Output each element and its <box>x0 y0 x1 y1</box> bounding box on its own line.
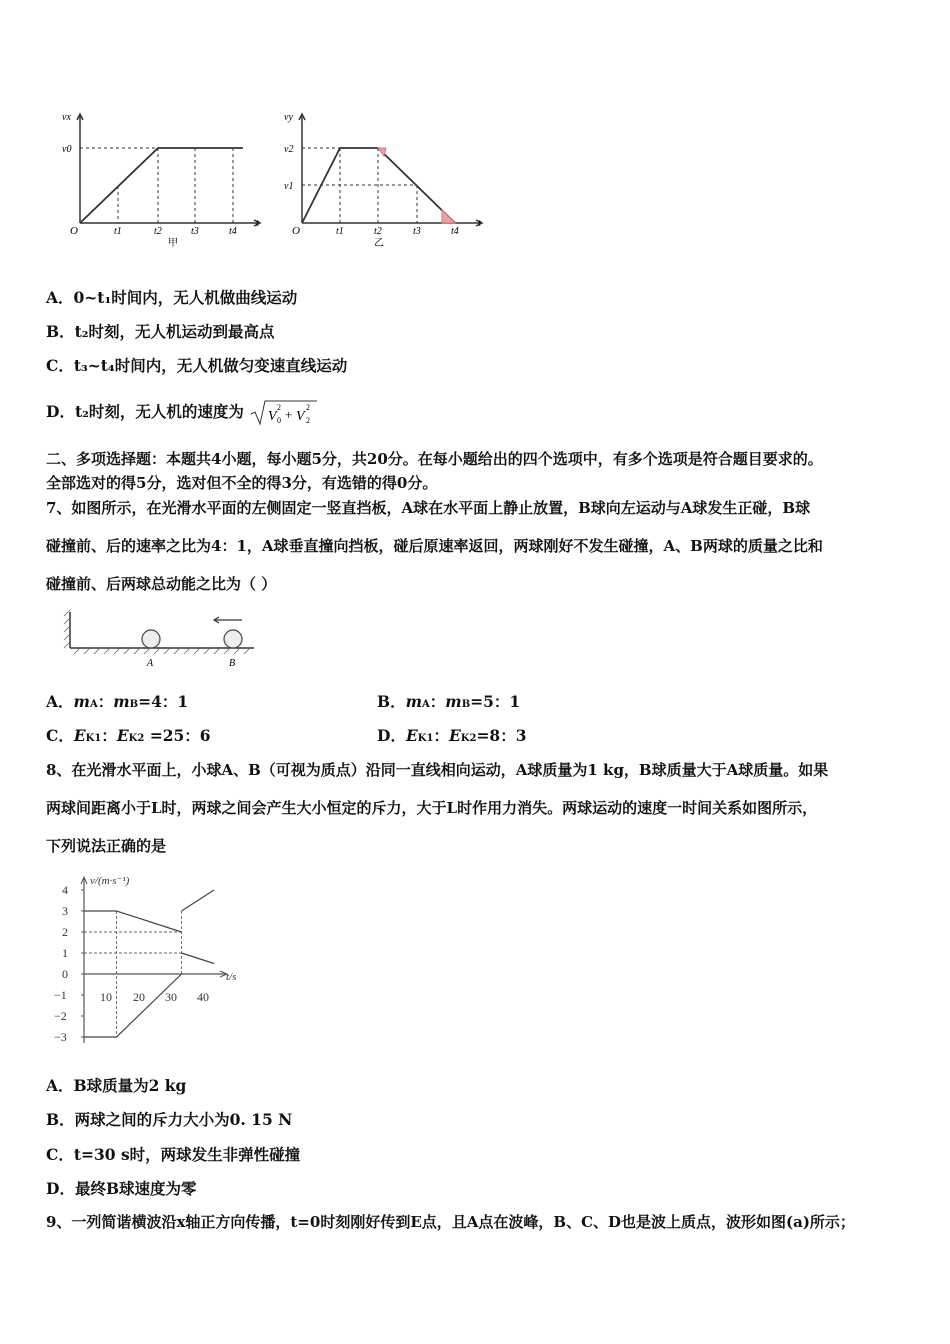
figure-balls <box>62 606 262 670</box>
svg-text:V: V <box>268 409 277 424</box>
q6-option-d-text: D．t₂时刻，无人机的速度为 <box>46 402 244 421</box>
yi-t2: t2 <box>374 226 382 237</box>
ytick-2: 2 <box>62 925 68 939</box>
ytick-m1: −1 <box>54 988 67 1002</box>
q6-option-c: C．t₃~t₄时间内，无人机做匀变速直线运动 <box>46 356 348 375</box>
xtick-40: 40 <box>197 990 209 1004</box>
figure-vt-graphs <box>60 108 500 248</box>
jia-t4: t4 <box>229 226 237 237</box>
xtick-20: 20 <box>133 990 145 1004</box>
q8-line3: 下列说法正确的是 <box>46 837 167 855</box>
jia-origin: O <box>70 225 78 237</box>
svg-text:V: V <box>296 409 305 424</box>
q8-option-a: A．B球质量为2 kg <box>46 1076 187 1095</box>
series-B-line <box>84 974 182 1037</box>
yi-axis-t: t <box>478 218 481 229</box>
label-a: A <box>147 658 154 669</box>
svg-text:2: 2 <box>306 403 311 412</box>
ytick-1: 1 <box>62 946 68 960</box>
q7-line2: 碰撞前、后的速率之比为4：1，A球垂直撞向挡板，碰后原速率返回，两球刚好不发生碰撞，A、B两球的质量之比和 <box>46 537 823 555</box>
series-A-after <box>182 890 215 911</box>
graph-jia <box>77 114 260 226</box>
q7-option-d: D．EK1：EK2=8：3 <box>377 726 527 745</box>
jia-t1: t1 <box>114 226 122 237</box>
yi-t4: t4 <box>451 226 459 237</box>
sqrt-formula <box>249 398 319 428</box>
ytick-4: 4 <box>62 883 68 897</box>
q6-option-b: B．t₂时刻，无人机运动到最高点 <box>46 322 275 341</box>
q7-option-a: A．mA：mB=4：1 <box>46 692 189 711</box>
yi-caption: 乙 <box>374 238 384 248</box>
yi-yaxis-label: vy <box>284 112 293 123</box>
graph-yi <box>299 114 482 226</box>
xtick-10: 10 <box>100 990 112 1004</box>
jia-axis-t: t <box>256 218 259 229</box>
q7-line3: 碰撞前、后两球总动能之比为（ ） <box>46 575 277 593</box>
label-b: B <box>229 658 236 669</box>
series-A-line <box>84 911 182 932</box>
jia-t3: t3 <box>191 226 199 237</box>
q7-option-c: C．EK1：EK2 =25：6 <box>46 726 211 745</box>
jia-caption: 甲 <box>168 238 178 248</box>
q8-option-d: D．最终B球速度为零 <box>46 1179 197 1198</box>
q8-line1: 8、在光滑水平面上，小球A、B（可视为质点）沿同一直线相向运动，A球质量为1 kg，B球质量大于A球质量。如果 <box>46 761 829 779</box>
q8-line2: 两球间距离小于L时，两球之间会产生大小恒定的斥力，大于L时作用力消失。两球运动的速度一时间关系如图所示， <box>46 799 818 817</box>
q8-option-c: C．t=30 s时，两球发生非弹性碰撞 <box>46 1145 301 1164</box>
q8-option-b: B．两球之间的斥力大小为0. 15 N <box>46 1110 293 1129</box>
yi-t1: t1 <box>336 226 344 237</box>
yi-v1-label: v1 <box>284 181 294 192</box>
series-B-after <box>182 953 215 964</box>
svg-text:2: 2 <box>277 403 282 412</box>
q6-option-a: A．0~t₁时间内，无人机做曲线运动 <box>46 288 298 307</box>
yi-v2-label: v2 <box>284 144 294 155</box>
svg-text:0: 0 <box>277 416 282 425</box>
yi-origin: O <box>292 225 300 237</box>
q7-line1: 7、如图所示，在光滑水平面的左侧固定一竖直挡板，A球在水平面上静止放置，B球向左运动与A球发生正碰，B球 <box>46 499 811 517</box>
q6-option-d <box>46 398 319 428</box>
yi-t3: t3 <box>413 226 421 237</box>
jia-v0-label: v0 <box>62 144 72 155</box>
ytick-3: 3 <box>62 904 68 918</box>
jia-yaxis-label: vx <box>62 112 71 123</box>
ytick-m3: −3 <box>54 1030 67 1044</box>
xtick-30: 30 <box>165 990 177 1004</box>
chart-xlabel: t/s <box>226 971 237 983</box>
jia-t2: t2 <box>154 226 162 237</box>
section2-line1: 二、多项选择题：本题共4小题，每小题5分，共20分。在每小题给出的四个选项中，有多个选项是符合题目要求的。 <box>46 450 823 468</box>
svg-text:+: + <box>285 407 293 422</box>
q9-line1: 9、一列简谐横波沿x轴正方向传播，t=0时刻刚好传到E点，且A点在波峰，B、C、D也是波上质点，波形如图(a)所示； <box>46 1213 855 1231</box>
ytick-0: 0 <box>62 967 68 981</box>
ball-b <box>224 630 242 648</box>
ball-a <box>142 630 160 648</box>
vt-chart <box>44 868 264 1054</box>
section2-line2: 全部选对的得5分，选对但不全的得3分，有选错的得0分。 <box>46 474 438 492</box>
q7-option-b: B．mA：mB=5：1 <box>377 692 521 711</box>
chart-ylabel: v/(m·s⁻¹) <box>90 875 130 887</box>
ytick-m2: −2 <box>54 1009 67 1023</box>
svg-text:2: 2 <box>306 416 311 425</box>
